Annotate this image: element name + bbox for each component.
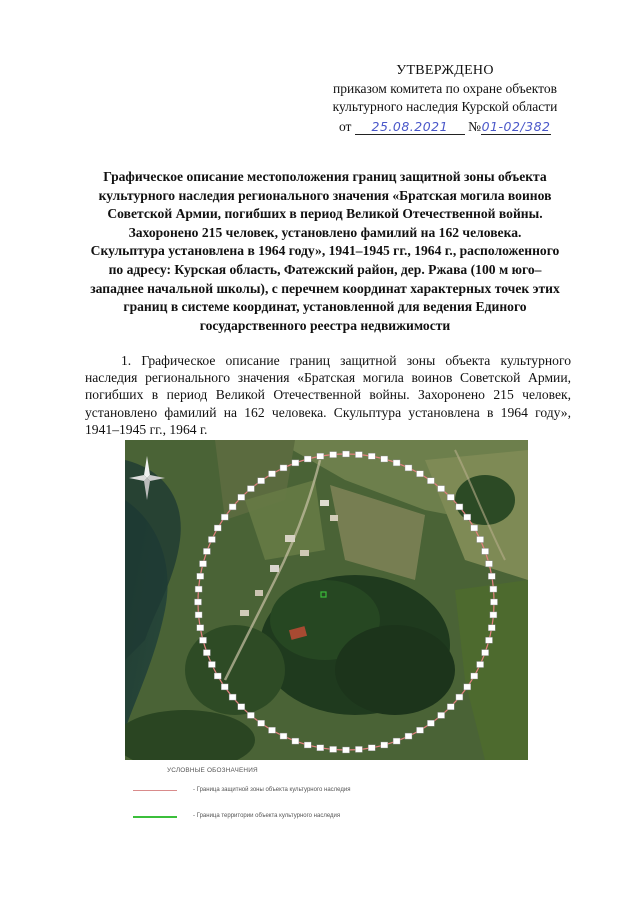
legend-swatch-green bbox=[133, 816, 177, 818]
legend-title: УСЛОВНЫЕ ОБОЗНАЧЕНИЯ bbox=[167, 767, 258, 774]
boundary-point-marker bbox=[247, 712, 254, 718]
boundary-point-marker bbox=[471, 525, 478, 531]
boundary-point-marker bbox=[304, 456, 311, 462]
boundary-point-marker bbox=[304, 742, 311, 748]
boundary-point-marker bbox=[238, 704, 245, 710]
boundary-point-marker bbox=[200, 637, 207, 643]
boundary-point-marker bbox=[490, 586, 497, 592]
boundary-point-marker bbox=[368, 453, 375, 459]
boundary-point-marker bbox=[464, 514, 471, 520]
approval-line-2: культурного наследия Курской области bbox=[332, 99, 558, 114]
section-1-paragraph: 1. Графическое описание границ защитной зоны объекта культурного наследия регионального значения «Братская могила воинов Советской Армии, погибших в период Великой Отечественной войны. Захоронено 215 человек, установлено фамилий на 162 человека. Скульптура установлена в 1964 году», 1941–1945 гг., 1964 г. bbox=[85, 353, 571, 437]
boundary-point-marker bbox=[405, 733, 412, 739]
boundary-point-marker bbox=[490, 612, 497, 618]
boundary-point-marker bbox=[438, 486, 445, 492]
boundary-point-marker bbox=[221, 684, 228, 690]
approval-heading: УТВЕРЖДЕНО bbox=[396, 63, 494, 78]
boundary-point-marker bbox=[381, 742, 388, 748]
boundary-point-marker bbox=[203, 548, 210, 554]
boundary-point-marker bbox=[214, 673, 221, 679]
boundary-point-marker bbox=[330, 746, 337, 752]
legend-item-zone-boundary bbox=[133, 786, 353, 794]
boundary-point-marker bbox=[368, 745, 375, 751]
boundary-point-marker bbox=[427, 478, 434, 484]
boundary-point-marker bbox=[280, 733, 287, 739]
boundary-point-marker bbox=[238, 494, 245, 500]
boundary-point-marker bbox=[488, 625, 495, 631]
boundary-point-marker bbox=[491, 599, 498, 605]
boundary-point-marker bbox=[464, 684, 471, 690]
boundary-point-marker bbox=[486, 637, 493, 643]
legend-swatch-red bbox=[133, 790, 177, 791]
boundary-point-marker bbox=[203, 650, 210, 656]
legend-label-territory-boundary: - Граница территории объекта культурного наследия bbox=[193, 813, 341, 819]
approval-date-line bbox=[300, 118, 590, 136]
approval-block bbox=[300, 62, 590, 136]
boundary-point-marker bbox=[229, 694, 236, 700]
boundary-point-marker bbox=[417, 727, 424, 733]
boundary-point-marker bbox=[195, 612, 202, 618]
boundary-point-marker bbox=[447, 494, 454, 500]
number-label: № bbox=[468, 119, 482, 134]
boundary-point-marker bbox=[343, 747, 350, 753]
boundary-point-marker bbox=[355, 746, 362, 752]
boundary-point-marker bbox=[456, 694, 463, 700]
boundary-point-marker bbox=[258, 720, 265, 726]
boundary-point-marker bbox=[208, 537, 215, 543]
approval-line-1: приказом комитета по охране объектов bbox=[333, 81, 557, 96]
boundary-point-marker bbox=[292, 738, 299, 744]
boundary-point-marker bbox=[381, 456, 388, 462]
boundary-point-marker bbox=[427, 720, 434, 726]
order-date: 25.08.2021 bbox=[355, 119, 465, 135]
boundary-point-marker bbox=[221, 514, 228, 520]
boundary-point-marker bbox=[343, 451, 350, 457]
legend-label-zone-boundary: - Граница защитной зоны объекта культурного наследия bbox=[193, 787, 351, 793]
boundary-point-marker bbox=[200, 561, 207, 567]
boundary-point-marker bbox=[482, 548, 489, 554]
boundary-point-marker bbox=[317, 453, 324, 459]
boundary-point-marker bbox=[269, 727, 276, 733]
legend-item-territory-boundary bbox=[133, 812, 353, 820]
boundary-point-marker bbox=[197, 625, 204, 631]
boundary-point-marker bbox=[438, 712, 445, 718]
satellite-map bbox=[125, 440, 528, 760]
boundary-point-marker bbox=[477, 662, 484, 668]
boundary-point-marker bbox=[456, 504, 463, 510]
boundary-point-marker bbox=[197, 573, 204, 579]
boundary-point-marker bbox=[482, 650, 489, 656]
boundary-point-marker bbox=[195, 599, 202, 605]
boundary-point-marker bbox=[393, 738, 400, 744]
boundary-point-marker bbox=[477, 537, 484, 543]
boundary-point-marker bbox=[355, 452, 362, 458]
boundary-point-marker bbox=[269, 471, 276, 477]
boundary-point-marker bbox=[447, 704, 454, 710]
boundary-point-marker bbox=[405, 465, 412, 471]
boundary-point-marker bbox=[229, 504, 236, 510]
boundary-point-marker bbox=[195, 586, 202, 592]
satellite-map-image bbox=[125, 440, 528, 760]
boundary-point-marker bbox=[258, 478, 265, 484]
document-title: Графическое описание местоположения границ защитной зоны объекта культурного наследия регионального значения «Братская могила воинов Советской Армии, погибших в период Великой Отечественной войны. Захоронено 215 человек, установлено фамилий на 162 человека. Скульптура установлена в 1964 году», 1941–1945 гг., 1964 г., расположенного по адресу: Курская область, Фатежский район, дер. Ржава (100 м юго–западнее начальной школы), с перечнем координат характерных точек этих границ в системе координат, установленной для ведения Единого государственного реестра недвижимости bbox=[90, 169, 560, 333]
boundary-point-marker bbox=[471, 673, 478, 679]
from-label: от bbox=[338, 119, 352, 134]
boundary-point-marker bbox=[292, 460, 299, 466]
boundary-point-marker bbox=[214, 525, 221, 531]
boundary-point-marker bbox=[488, 573, 495, 579]
boundary-point-marker bbox=[393, 460, 400, 466]
boundary-point-marker bbox=[208, 662, 215, 668]
order-number: 01-02/382 bbox=[481, 119, 551, 134]
boundary-point-marker bbox=[317, 745, 324, 751]
boundary-point-marker bbox=[330, 452, 337, 458]
boundary-point-marker bbox=[247, 486, 254, 492]
map-legend bbox=[125, 764, 528, 854]
boundary-point-marker bbox=[486, 561, 493, 567]
boundary-point-marker bbox=[417, 471, 424, 477]
boundary-point-marker bbox=[280, 465, 287, 471]
